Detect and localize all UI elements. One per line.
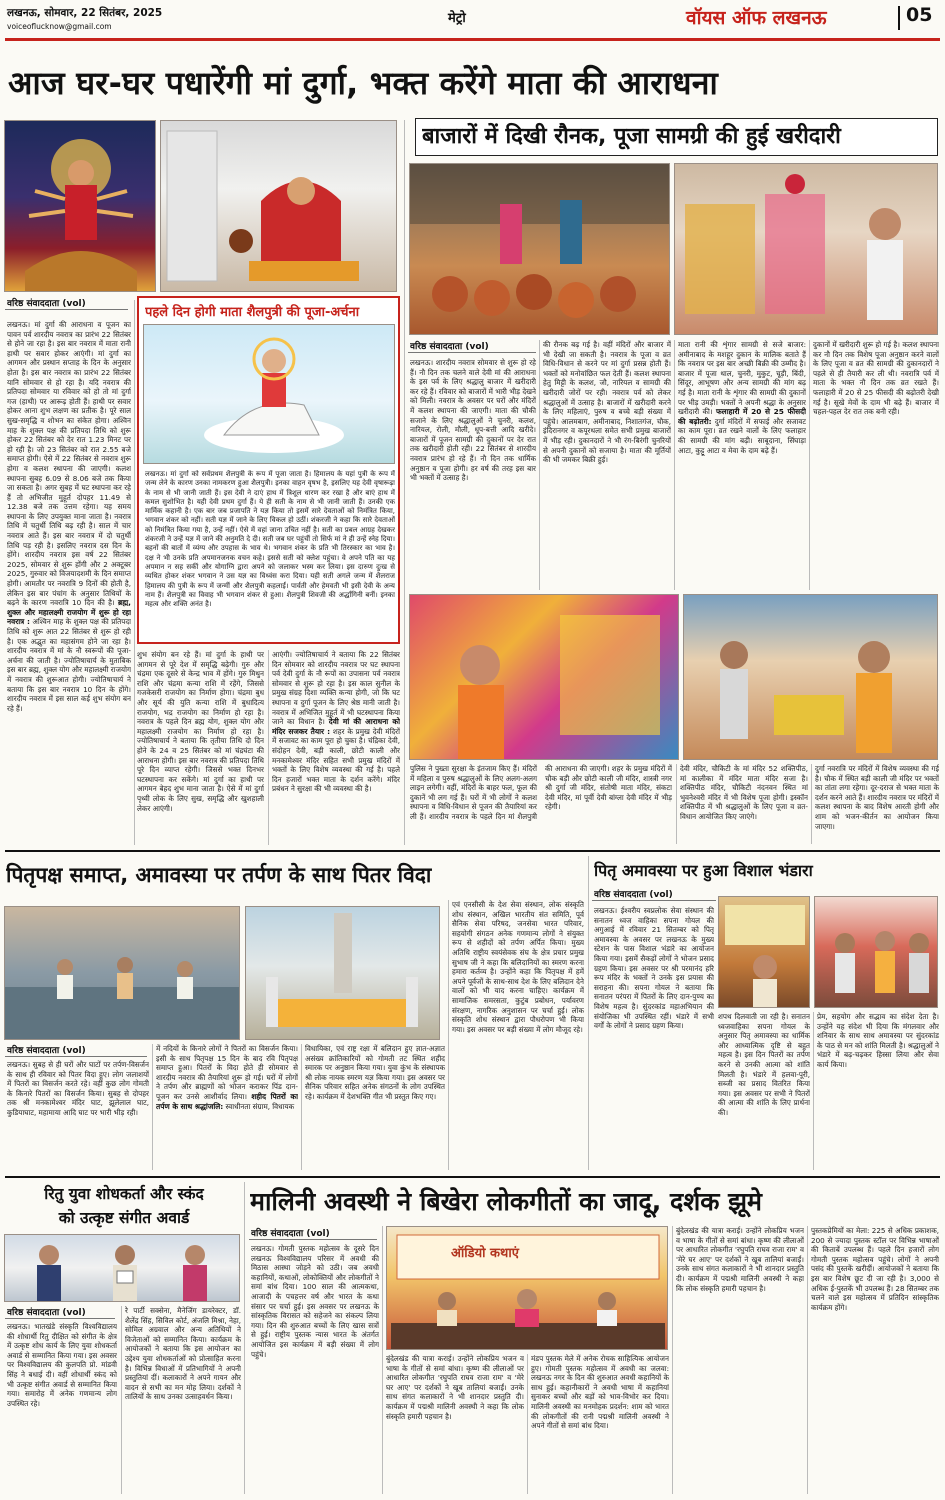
bazaar-column-2: की रौनक बढ़ गई है। वहीं मंदिरों और बाजार में भी देखी जा सकती है। नवरात्र के पूजा व व्रत विधि-विधान से करने पर मां दुर्गा प्रसन्न होती हैं। भक्तों को मनोवांछित फल देती हैं। कलश स्थापना हेतु मिट्टी के कलश, जौ, नारियल व सामग्री की खरीदारी जोरों पर रही। नवरात्र पर्व को लेकर श्रद्धालुओं में उत्साह है। बाजारों में खरीदारी करने के लिए महिलाएं, पुरुष व बच्चे बड़ी संख्या में पहुंचे। आलमबाग, अमीनाबाद, निशातगंज, चौक, इंदिरानगर व कपूरथला समेत सभी प्रमुख बाजारों में भीड़ रही। दुकानदारों ने भी रंग-बिरंगी चुनरियों से अपनी दुकानों को सजाया है। माता की मूर्तियों की भी जमकर बिक्री हुई। — [543, 340, 671, 465]
bazaar-photo-chunri — [409, 594, 679, 760]
section-rule — [5, 850, 940, 852]
masthead-divider — [898, 6, 900, 30]
col-rule — [809, 340, 810, 590]
malini-banner-text: ऑडियो कथाएं — [451, 1246, 519, 1261]
ritu-column-1: लखनऊ। भातखंडे संस्कृति विश्वविद्यालय की शोधार्थी रितु दीक्षित को संगीत के क्षेत्र में उत्कृष्ट शोध कार्य के लिए युवा शोधकर्ता अवार्ड से सम्मानित किया गया। इस अवसर पर विश्वविद्यालय की कुलपति प्रो. मांडवी सिंह ने बधाई दी। वहीं शोधार्थी स्कंद को भी उत्कृष्ट संगीत अवार्ड से सम्मानित किया गया। समारोह में अनेक गणमान्य लोग उपस्थित रहे। — [7, 1322, 117, 1408]
malini-headline: मालिनी अवस्थी ने बिखेरा लोकगीतों का जादू, दर्शक झूमे — [250, 1187, 762, 1216]
col-rule — [268, 650, 269, 845]
story1-byline-rule — [5, 309, 128, 310]
story1-headline: आज घर-घर पधारेंगी मां दुर्गा, भक्त करेंगे माता की आराधना — [8, 64, 719, 102]
shailputri-text: लखनऊ। मां दुर्गा को सर्वप्रथम शैलपुत्री के रूप में पूजा जाता है। हिमालय के यहां पुत्री के रूप में जन्म लेने के कारण उनका नामकरण हुआ शैलपुत्री। इनका वाहन वृषभ है, इसलिए यह देवी वृषारूढ़ा के नाम से भी जानी जाती हैं। इस देवी ने दाएं हाथ में त्रिशूल धारण कर रखा है और बाएं हाथ में कमल सुशोभित है। यही देवी प्रथम दुर्गा हैं। ये ही सती के नाम से भी जानी जाती हैं। उनकी एक मार्मिक कहानी है। एक बार जब प्रजापति ने यज्ञ किया तो इसमें सारे देवताओं को निमंत्रित किया, भगवान शंकर को नहीं। सती यज्ञ में जाने के लिए विकल हो उठीं। शंकरजी ने कहा कि सारे देवताओं को निमंत्रित किया गया है, उन्हें नहीं। ऐसे में वहां जाना उचित नहीं है। सती का प्रबल आग्रह देखकर शंकरजी ने उन्हें यज्ञ में जाने की अनुमति दे दी। सती जब घर पहुंचीं तो सिर्फ मां ने ही उन्हें स्नेह दिया। बहनों की बातों में व्यंग्य और उपहास के भाव थे। भगवान शंकर के प्रति भी तिरस्कार का भाव है। दक्ष ने भी उनके प्रति अपमानजनक वचन कहे। इससे सती को क्लेश पहुंचा। वे अपने पति का यह अपमान न सह सकीं और योगाग्नि द्वारा अपने को जलाकर भस्म कर लिया। इस दारुण दुःख से व्यथित होकर शंकर भगवान ने उस यज्ञ का विध्वंस करा दिया। यही सती अगले जन्म में शैलराज हिमालय की पुत्री के रूप में जन्मीं और शैलपुत्री कहलाईं। पार्वती और हेमवती भी इसी देवी के अन्य नाम हैं। शैलपुत्री का विवाह भी भगवान शंकर से हुआ। शैलपुत्री शिवजी की अर्द्धांगिनी बनीं। इनका महत्व और शक्ति अनंत है। — [145, 470, 395, 609]
col-rule — [448, 900, 449, 1170]
ritu-headline-2: को उत्कृष्ट संगीत अवार्ड — [58, 1209, 190, 1227]
col-rule — [152, 1044, 153, 1170]
story1-column-1 — [7, 320, 131, 950]
bhandara-serving-illustration — [719, 897, 810, 1008]
bazaar-column-7: दुर्गा नवरात्रि पर मंदिरों में विशेष व्यवस्था की गई है। चौक में स्थित बड़ी काली जी मंदिर पर भक्तों का तांता लगा रहेगा। दूर-दराज से भक्त माता के दर्शन करने आते हैं। शारदीय नवरात्र पर मंदिरों में कलश स्थापना के बाद विशेष आरती होगी और शाम को भजन-कीर्तन का आयोजन किया जाएगा। — [815, 764, 939, 831]
pitru-column-4: एवं एनसीसी के देश सेवा संस्थान, लोक संस्कृति शोध संस्थान, अखिल भारतीय संत समिति, पूर्व सैनिक सेवा परिषद, जनसेवा भारत परिवार, सहयोगी संगठन अनेक गणमान्य लोगों ने संयुक्त रूप से शहीदों को तर्पण अर्पित किया। मुख्य अतिथि राष्ट्रीय स्वयंसेवक संघ के क्षेत्र प्रचार प्रमुख सुभाष जी ने कहा कि बलिदानियों का स्मरण करना हमारा कर्तव्य है। उन्होंने कहा कि पितृपक्ष में हमें अपने पूर्वजों के साथ-साथ देश के लिए बलिदान देने वालों को भी याद करना चाहिए। कार्यक्रम में सामाजिक समरसता, कुटुंब प्रबोधन, पर्यावरण संरक्षण, नागरिक अनुशासन पर चर्चा हुई। लोक संस्कृति शोध संस्थान द्वारा पौधरोपण भी किया गया। इस अवसर पर बड़ी संख्या में लोग मौजूद रहे। — [452, 900, 584, 1034]
bhandara-headline: पितृ अमावस्या पर हुआ विशाल भंडारा — [594, 861, 813, 880]
pitru-headline: पितृपक्ष समाप्त, अमावस्या पर तर्पण के साथ पितर विदा — [6, 863, 432, 887]
bazaar-photo-idols — [674, 163, 938, 335]
market-crowd-illustration — [684, 595, 938, 760]
bazaar-photo-market — [683, 594, 938, 760]
bhandara-byline: वरिष्ठ संवाददाता (vol) — [594, 890, 673, 900]
malini-column-2: बुंदेलखंड की यात्रा कराई। उन्होंने लोकप्रिय भजन व भाषा के गीतों से समां बांधा। कृष्ण की लीलाओं पर आधारित लोकगीत 'रघुपति राघव राजा राम' व 'मेरे घर आए' पर दर्शकों ने खूब तालियां बजाईं। उनके साथ संगत कलाकारों ने भी शानदार प्रस्तुति दी। कार्यक्रम में पद्मश्री मालिनी अवस्थी ने कहा कि लोक संस्कृति हमारी पहचान है। — [386, 1354, 524, 1421]
ritu-photo — [4, 1234, 240, 1302]
masthead-page-number: 05 — [906, 4, 933, 26]
story1-column-3 — [272, 650, 400, 845]
bazaar-col3-text: माता रानी की शृंगार सामग्री से सजे बाजार: अमीनाबाद के मशहूर दुकान के मालिक बताते हैं कि नवरात्र पर इस बार अच्छी बिक्री की उम्मीद है। बाजार में पूजा थाल, चुनरी, मुकुट, चूड़ी, बिंदी, सिंदूर, आभूषण और अन्य सामग्री की मांग बढ़ गई है। माता रानी के शृंगार की सामग्री की दुकानों पर भीड़ उमड़ी। भक्तों ने अपनी श्रद्धा के अनुसार खरीदारी की। — [678, 340, 806, 417]
clay-pots-illustration — [410, 164, 670, 335]
shailputri-headline: पहले दिन होगी माता शैलपुत्री की पूजा-अर्चना — [145, 305, 360, 320]
ritu-byline: वरिष्ठ संवाददाता (vol) — [7, 1308, 86, 1318]
pitru-byline: वरिष्ठ संवाददाता (vol) — [7, 1046, 86, 1056]
col-rule — [588, 856, 589, 1170]
bazaar-col3b-text: दुर्गा मंदिरों में सफाई और सजावट का काम पूरा। व्रत रखने वालों के लिए फलाहार की सामग्री की मांग बढ़ी। साबूदाना, सिंघाड़ा आटा, कुट्टू आटा व मेवा के दाम बढ़े हैं। — [678, 416, 806, 455]
bazaar-photo-pots — [409, 163, 670, 335]
story1-col3b-text: शहर के प्रमुख देवी मंदिरों में सजावट का काम पूरा हो चुका है। चंद्रिका देवी, संदोहन देवी, बड़ी काली, छोटी काली और मनकामेश्वर मंदिर सहित सभी प्रमुख मंदिरों में भक्तों के लिए विशेष व्यवस्था की गई है। पहले दिन हजारों भक्त माता के दर्शन करेंगे। मंदिर प्रबंधन ने सुरक्षा की भी व्यवस्था की है। — [272, 726, 400, 794]
col-rule — [539, 340, 540, 590]
durga-idol-photo — [4, 120, 156, 292]
bazaar-byline: वरिष्ठ संवाददाता (vol) — [410, 342, 489, 352]
pitru-photo-memorial — [245, 906, 440, 1040]
chunri-shop-illustration — [410, 595, 679, 760]
malini-byline-rule — [249, 1239, 377, 1240]
masthead-paper-name: वॉयस ऑफ लखनऊ — [686, 7, 827, 29]
col-rule — [813, 1012, 814, 1170]
kalash-idol-photo — [160, 120, 397, 292]
stage-performance-illustration — [387, 1227, 668, 1350]
malini-column-4: पुस्तकप्रेमियों का मेला: 225 से अधिक प्रकाशक, 200 से ज्यादा पुस्तक स्टॉल पर विभिन्न भाषाओं की किताबें उपलब्ध हैं। पहले दिन हजारों लोग गोमती पुस्तक महोत्सव पहुंचे। लोगों ने अपनी पसंद की पुस्तकें खरीदीं। आयोजकों ने बताया कि इस बार विशेष छूट दी जा रही है। 3,000 से अधिक ई-पुस्तकें भी उपलब्ध हैं। 28 सितम्बर तक चलने वाले इस महोत्सव में प्रतिदिन सांस्कृतिक कार्यक्रम होंगे। — [811, 1226, 939, 1312]
malini-column-1: लखनऊ। गोमती पुस्तक महोत्सव के दूसरे दिन लखनऊ विश्वविद्यालय परिसर में अवधी की मिठास आस्था जोड़ने को उठी। जब अवधी कहानियों, कथाओं, लोकोक्तियों और लोकगीतों ने समां बांध दिया। 100 साल की आत्मकथा, आजादी के पचहत्तर वर्ष और भारत के कथा संसार पर चर्चा हुई। इस अवसर पर लखनऊ के सांस्कृतिक विरासत को सहेजने का संकल्प लिया गया। दिन की शुरुआत बच्चों के लिए खास सत्रों से हुई। राष्ट्रीय पुस्तक न्यास भारत के अंतर्गत आयोजित इस कार्यक्रम में बड़ी संख्या में लोग पहुंचे। — [251, 1244, 379, 1359]
story1-col1c-text: अश्विन माह के शुक्ल पक्ष की प्रतिपदा तिथि को शुरू आत 22 सितंबर से शुरू हो रही है। एक अद्भुत का महासंगम होने जा रहा है। शारदीय नवरात्र में मां के नौ स्वरूपों की पूजा-अर्चना की जाती है। ज्योतिषाचार्य के मुताबिक इस बार ब्रह्म, शुक्ल योग और महालक्ष्मी राजयोग में नवरात्र की शुरूआत होगी। ज्योतिषाचार्य ने बताया कि इस बार नवरात्र 10 दिन के होंगे। शारदीय नवरात्र में इस साल कई शुभ संयोग बन रहे हैं। — [7, 617, 131, 713]
col-rule — [301, 1044, 302, 1170]
col-rule — [382, 1226, 383, 1494]
bhandara-column-2: शपथ दिलवाती जा रही है। सनातन ध्वजवाहिका सपना गोयल के अनुसार पितृ अमावस्या का धार्मिक और आध्यात्मिक दृष्टि से बहुत महत्व है। इस दिन पितरों का तर्पण करने से उनकी आत्मा को शांति मिलती है। भंडारे में हलवा-पूरी, सब्जी का प्रसाद वितरित किया गया। इस अवसर पर सभी ने पितरों की आत्मा की शांति के लिए प्रार्थना की। — [718, 1012, 810, 1117]
shailputri-box — [137, 296, 400, 644]
col-rule — [811, 764, 812, 844]
bazaar-column-5: पुलिस ने पुख्ता सुरक्षा के इंतजाम किए हैं। मंदिरों में महिला व पुरुष श्रद्धालुओं के लिए अलग-अलग लाइन लगेगी। वहीं, मंदिरों के बाहर फल, फूल की दुकानें भी लग गई हैं। घरों में भी लोगों ने कलश स्थापना व विधि-विधान से पूजन की तैयारियां कर ली हैं। शारदीय नवरात्र के पहले दिन मां शैलपुत्री की आराधना की जाएगी। शहर के प्रमुख मंदिरों में चौक बड़ी और छोटी काली जी मंदिर, शास्त्री नगर श्री दुर्गा जी मंदिर, संतोषी माता मंदिर, संकटा देवी मंदिर, मां पूर्वी देवी बांग्ला देवी मंदिर में भीड़ रहेगी। — [410, 764, 672, 821]
col-rule — [527, 1354, 528, 1494]
ritu-headline-1: रितु युवा शोधकर्ता और स्कंद — [44, 1185, 204, 1203]
bazaar-byline-rule — [408, 352, 536, 353]
story1-column-2: शुभ संयोग बन रहे हैं। मां दुर्गा के हाथी पर आगमन से पूरे देश में समृद्धि बढ़ेगी। गुरु और चंद्रमा एक दूसरे से केन्द्र भाव में होंगे। गुरु मिथुन राशि और चंद्रमा कन्या राशि में रहेंगे, जिससे गजकेसरी राजयोग का निर्माण होगा। चंद्रमा बुध और सूर्य की युति कन्या राशि में बुधादित्य राजयोग, भद्र राजयोग का निर्माण हो रहा है। नवरात्र के पहले दिन ब्रह्म योग, शुक्ल योग और महालक्ष्मी राजयोग का निर्माण हो रहा है। ज्योतिषाचार्य ने बताया कि तृतीया तिथि दो दिन होने के 24 व 25 सितंबर को मां चंद्रघंटा की आराधना होगी। इस बार नवरात्र की प्रतिपदा तिथि पूरे दिन व्याप्त रहेगी। जिससे भक्त दिनभर घटस्थापना कर सकेंगे। मां दुर्गा का हाथी पर आगमन बेहद शुभ माना जाता है। ऐसे में मां दुर्गा पृथ्वी लोक के लिए सुख, समृद्धि और खुशहाली लेकर आएंगी। — [137, 650, 264, 813]
malini-column-3b — [676, 1226, 804, 1494]
memorial-ceremony-illustration — [246, 907, 440, 1040]
durga-illustration — [5, 121, 156, 292]
bhandara-byline-rule — [592, 900, 716, 901]
bazaar-column-1: लखनऊ। शारदीय नवरात्र सोमवार से शुरू हो रहे हैं। नौ दिन तक चलने वाले देवी मां की आराधना के इस पर्व के लिए श्रद्धालु बाजार में खरीदारी कर रहे हैं। रविवार को बाजारों में भारी भीड़ देखने को मिली। नवरात्र के अवसर पर घरों और मंदिरों में कलश स्थापना की जाएगी। माता की चौकी सजाने के लिए श्रद्धालुओं ने चुनरी, कलश, नारियल, रोली, मौली, धूप-बत्ती आदि खरीदे। बाजारों में पूजन सामग्री की दुकानों पर देर रात तक खरीदारी होती रही। 22 सितंबर से शारदीय नवरात्र प्रारंभ हो रहे हैं। नौ दिन तक धार्मिक अनुष्ठान व पूजा होगी। हर वर्ष की तरह इस बार भी भक्तों में उत्साह है। — [410, 358, 536, 483]
bhandara-photo-1 — [718, 896, 810, 1008]
masthead — [0, 0, 945, 40]
col-rule — [244, 1182, 245, 1494]
col-rule — [672, 1226, 673, 1494]
pitru-photo-ghat — [4, 906, 240, 1040]
malini-column-3: मंडप पुस्तक मेले में अनेक रोचक साहित्यिक आयोजन हुए। गोमती पुस्तक महोत्सव में अवधी का जलवा: लखनऊ नगर के दिन की शुरुआत अवधी कहानियों के साथ हुई। कहानीकारों ने अवधी भाषा में कहानियां सुनाकर बच्चों और बड़ों को भाव-विभोर कर दिया। मालिनी अवस्थी का मनमोहक प्रदर्शन: शाम को भारत की लोकगीतों की रानी पद्मश्री मालिनी अवस्थी ने अपने गीतों से समां बांध दिया। — [531, 1354, 669, 1431]
bhandara-column-1: लखनऊ। ईश्वरीय स्वप्नलोक सेवा संस्थान की सनातन ध्वज वाहिका सपना गोयल की अगुआई में रविवार 21 सितम्बर को पितृ अमावस्या के अवसर पर लखनऊ के मुख्य स्टेशन के पास विशाल भंडारे का आयोजन किया गया। इसमें सैकड़ों लोगों ने भोजन प्रसाद ग्रहण किया। इस अवसर पर श्री परमानंद हरि रूप मंदिर के भक्तों ने उनके इस प्रयास की सराहना की। सपना गोयल ने बताया कि सनातन परंपरा में पितरों के लिए दान-पुण्य का विशेष महत्व है। सुंदरकांड महाअभियान की संयोजिका भी उपस्थित रहीं। भंडारे में सभी वर्गों के लोगों ने प्रसाद ग्रहण किया। — [594, 906, 714, 1031]
malini-col3-continued: बुंदेलखंड की यात्रा कराई। उन्होंने लोकप्रिय भजन व भाषा के गीतों से समां बांधा। कृष्ण की लीलाओं पर आधारित लोकगीत 'रघुपति राघव राजा राम' व 'मेरे घर आए' पर दर्शकों ने खूब तालियां बजाईं। उनके साथ संगत कलाकारों ने भी शानदार प्रस्तुति दी। कार्यक्रम में पद्मश्री मालिनी अवस्थी ने कहा कि लोक संस्कृति हमारी पहचान है। — [676, 1226, 804, 1293]
col-rule — [121, 1306, 122, 1494]
bhandara-photo-2 — [814, 896, 938, 1008]
pitru-subhead: शहीद पितरों का तर्पण के साथ श्रद्धांजलि: — [156, 1091, 298, 1111]
idol-shopping-illustration — [675, 164, 938, 335]
col-rule — [807, 1226, 808, 1494]
bhandara-crowd-illustration — [815, 897, 938, 1008]
shailputri-illustration — [144, 325, 395, 464]
bazaar-column-4: दुकानों में खरीदारी शुरू हो गई है। कलश स्थापना कर नौ दिन तक विशेष पूजा अनुष्ठान करने वालों के लिए पूजा व व्रत की सामग्री की दुकानदारों ने पहले से ही तैयारी कर ली थी। नवरात्रि पर्व में माता के भक्त नौ दिन तक व्रत रखते हैं। फलाहारी में 20 से 25 फीसदी की बढ़ोतरी देखी गई है। सूखे मेवों के दाम भी बढ़े हैं। बाजार में चहल-पहल देर रात तक बनी रही। — [813, 340, 939, 417]
bhandara-column-3: प्रेम, सहयोग और सद्भाव का संदेश देता है। उन्होंने यह संदेश भी दिया कि मंगलवार और शनिवार के साथ साथ अमावस्या पर सुंदरकांड के पाठ से मन को शांति मिलती है। श्रद्धालुओं ने भंडारे में बढ़-चढ़कर हिस्सा लिया और सेवा कार्य किया। — [817, 1012, 939, 1069]
section-rule — [5, 1176, 940, 1178]
masthead-section: मेट्रो — [448, 11, 466, 26]
bazaar-column-6: देवी मंदिर, चौकिटी के मां मंदिर 52 शक्तिपीठ, मां कालीका में मंदिर माता मंदिर सजा है। शक्तिपीठ मंदिर, चौकिटी नंदनवन स्थित मां भुवनेश्वरी मंदिर में भी विशेष पूजा होगी। इस्कॉन शक्तिपीठ में भी श्रद्धालुओं के लिए पूजा व व्रत-विधान आयोजित किए जाएंगे। — [680, 764, 808, 821]
malini-byline: वरिष्ठ संवाददाता (vol) — [251, 1229, 330, 1239]
pitru-col2b-text: स्वाधीनता संग्राम, विधायक — [225, 1101, 295, 1111]
masthead-email: voiceoflucknow@gmail.com — [7, 22, 112, 31]
col-rule — [404, 120, 405, 845]
shailputri-photo — [143, 324, 395, 464]
bazaar-headline: बाजारों में दिखी रौनक, पूजा सामग्री की हुई खरीदारी — [422, 124, 841, 149]
pitru-col2-text: में नदियों के किनारे लोगों ने पितरों का विसर्जन किया। इसी के साथ पितृपक्ष 15 दिन के बाद रवि पितृपक्ष समाप्त हुआ। पितरों के विदा होते ही सोमवार से शारदीय नवरात्र की तैयारियां शुरू हो गई। घरों में लोगों ने तर्पण और ब्राह्मणों को भोजन कराकर पिंड दान-पूजन कर उनसे आशीर्वाद लिया। — [156, 1044, 298, 1101]
home-shrine-illustration — [161, 121, 397, 292]
bazaar-column-3 — [678, 340, 806, 590]
award-ceremony-illustration — [5, 1235, 240, 1302]
story1-subhead-1: ब्रह्म, शुक्ल और महालक्ष्मी राजयोग में शुरू हो रहा नवरात्र : — [7, 598, 131, 627]
pitru-column-2 — [156, 1044, 298, 1170]
ritu-column-2: रे पार्टी सक्सेना, मैनेजिंग डायरेक्टर, डॉ. शैलेंद्र सिंह, सिविल कोर्ट, अंजलि मिश्रा, नेहा, सोमिल अग्रवाल और अन्य अतिथियों ने विजेताओं को सम्मानित किया। कार्यक्रम के आयोजकों ने बताया कि इस आयोजन का उद्देश्य युवा शोधकर्ताओं को प्रोत्साहित करना है। विभिन्न विधाओं में प्रतिभागियों ने अपनी प्रस्तुतियां दीं। कलाकारों ने अपने गायन और वादन से सभी का मन मोह लिया। दर्शकों ने तालियों के साथ उनका उत्साहवर्धन किया। — [125, 1306, 241, 1402]
pitru-column-3: विधायिका, एवं राष्ट्र रक्षा में बलिदान हुए ज्ञात-अज्ञात असंख्य क्रांतिकारियों को गोमती तट स्थित शहीद स्मारक पर अनुष्ठान किया गया। युवा कुंभ के संस्थापक श्री लोक नायक स्मरण यज्ञ किया गया। इस अवसर पर सैनिक परिवार सहित अनेक संगठनों के लोग उपस्थित रहे। कार्यक्रम में देशभक्ति गीत भी प्रस्तुत किए गए। — [305, 1044, 445, 1101]
pitru-byline-rule — [5, 1056, 147, 1057]
story1-col3-text: आएंगी। ज्योतिषाचार्य ने बताया कि 22 सितंबर दिन सोमवार को शारदीय नवरात्र पर घट स्थापना पर्व देवी दुर्गा के नौ रूपों का उपासना पर्व नवरात्र सोमवार से शुरू हो रहा है। इस काल सुनील के प्रमुख संग्रह दिशा व्यक्ति कन्या होगी, जो कि घट स्थापना व दुर्गा पूजन के लिए श्रेष्ठ मानी जाती है। नवरात्र में अभिजित मुहूर्त में भी घटस्थापना किया जाने का विधान है। — [272, 650, 400, 727]
masthead-date: लखनऊ, सोमवार, 22 सितंबर, 2025 — [7, 7, 163, 19]
bazaar-subhead-1: फलाहारी में 20 से 25 फीसदी की बढ़ोतरी: — [678, 407, 806, 426]
col-rule — [674, 340, 675, 590]
masthead-rule — [5, 38, 940, 41]
story1-col1b-text: साल में चार नवरात्र आते हैं। इस बार नवरात्र में दो चतुर्थी तिथि पड़ रही है। इसलिए नवरात्र दस दिन के होंगे। शारदीय नवरात्र इस वर्ष 22 सितंबर 2025, सोमवार से शुरू होंगी और 2 अक्टूबर 2025, गुरुवार को विजयादशमी के दिन समाप्त होगी। आमतौर पर नवरात्रि 9 दिनों की होती है, लेकिन इस बार पंचांग के अनुसार तिथियों के बढ़ने के कारण नवरात्रि 10 दिन की है। — [7, 521, 131, 608]
story1-subhead-2: देवी मां की आराधना को मंदिर सजकर तैयार : — [272, 717, 400, 736]
ritu-byline-rule — [5, 1318, 115, 1319]
story1-col1-text: लखनऊ। मां दुर्गा की आराधना व पूजन का पावन पर्व शारदीय नवरात्र का प्रारंभ 22 सितंबर से होने जा रहा है। इस बार नवरात्र में माता रानी हाथी पर सवार होकर आएंगी। मां दुर्गा का आगमन और प्रस्थान सप्ताह के दिन के अनुसार होता है। इस बार नवरात्र का प्रारंभ 22 सितंबर यानि सोमवार से हो रहा है। यदि नवरात्र की प्रतिपदा सोमवार या रविवार को हो तो मां दुर्गा गज (हाथी) पर आरूढ़ होती हैं। हाथी पर सवार होकर आना शुभ लक्षण का प्रतीक है। पूरे साल सुख-समृद्धि व शोभन का संकेत होगा। अश्विन माह के शुक्ल पक्ष की प्रतिपदा तिथि को शुरू होकर 22 सितंबर को देर रात 1.23 मिनट पर हो रही है। जो 23 सितंबर को रात 2.55 बजे समाप्त होगी। ऐसे में 22 सितंबर से नवरात्र शुरू होगा व कलश स्थापना की जाएगी। कलश स्थापना सुबह 6.09 से 8.06 बजे तक किया जा सकता है। अगर सुबह में घट स्थापना कर रहे हैं तो अभिजीत मुहूर्त दोपहर 11.49 से 12.38 बजे तक उत्तम रहेगा। यह समय स्थापना के लिए उपयुक्त माना जाता है। नवरात्र तिथि में चतुर्थी तिथि बढ़ रही है। — [7, 320, 131, 531]
ghat-tarpan-illustration — [5, 907, 240, 1040]
col-rule — [676, 764, 677, 844]
pitru-column-1: लखनऊ। सुबह से ही घरों और घाटों पर तर्पण-विसर्जन के साथ ही रविवार को पितर विदा हुए। लोग जलाशयों में पितरों का विसर्जन करते रहे। वहीं कुछ लोग गोमती के किनारे पितरों का विसर्जन किया। सुबह से दोपहर तक श्री मनकामेश्वर मंदिर घाट, झूलेलाल घाट, कुडियाघाट, महामाया आदि घाट पर भारी भीड़ रही। — [7, 1060, 149, 1117]
col-rule — [134, 300, 135, 845]
bazaar-headline-box — [415, 118, 938, 156]
malini-photo — [386, 1226, 668, 1350]
story1-byline: वरिष्ठ संवाददाता (vol) — [7, 299, 86, 309]
